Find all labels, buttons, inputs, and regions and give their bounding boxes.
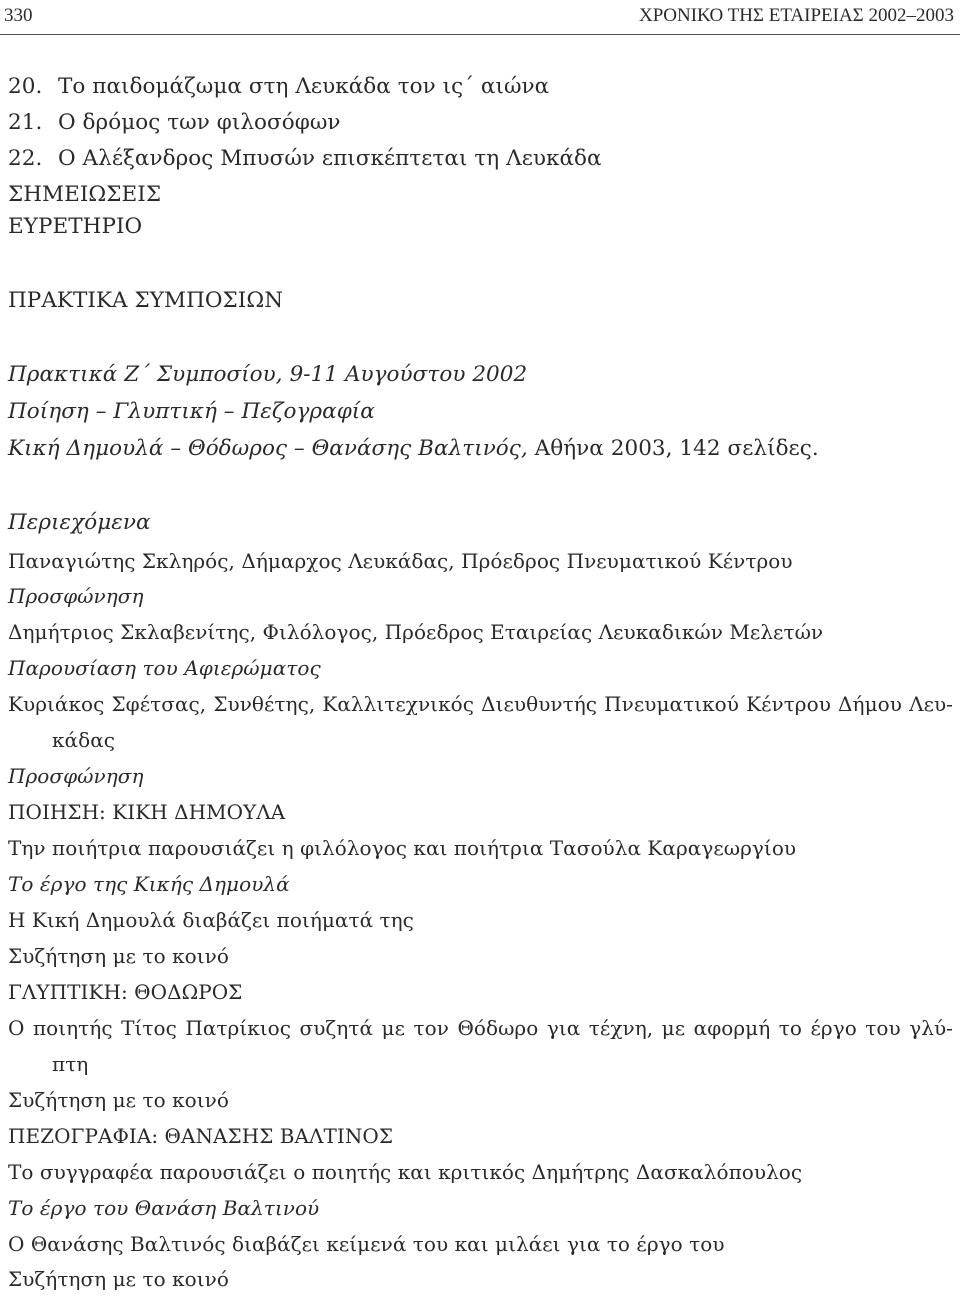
contents-talk-title: Το έργο της Κικής Δημουλά [8,872,290,896]
toc-item-text: Το παιδομάζωμα στη Λευκάδα τον ις΄ αιώνα [58,74,550,99]
toc-item-text: Ο Αλέξανδρος Μπυσών επισκέπτεται τη Λευκάδα [58,146,602,171]
contents-section-heading: ΠΟΙΗΣΗ: ΚΙΚΗ ΔΗΜΟΥΛΑ [8,800,286,824]
running-header [0,0,960,35]
contents-talk-title: Προσφώνηση [8,764,144,788]
contents-item: Ο Θανάσης Βαλτινός διαβάζει κείμενά του και μιλάει για το έργο του [8,1232,725,1256]
contents-speaker: Δημήτριος Σκλαβενίτης, Φιλόλογος, Πρόεδρος Εταιρείας Λευκαδικών Μελετών [8,620,824,644]
index-entry: ΕΥΡΕΤΗΡΙΟ [8,214,143,239]
contents-item: Το συγγραφέα παρουσιάζει ο ποιητής και κριτικός Δημήτρης Δασκαλόπουλος [8,1160,803,1184]
book-publication: Αθήνα 2003, 142 σελίδες. [527,436,819,461]
contents-item: Συζήτηση με το κοινό [8,944,229,968]
section-title: ΠΡΑΚΤΙΚΑ ΣΥΜΠΟΣΙΩΝ [8,288,284,313]
contents-item: Η Κική Δημουλά διαβάζει ποιήματά της [8,908,414,932]
contents-item-continuation: πτη [52,1052,89,1076]
toc-item-number: 22. [8,146,43,171]
contents-talk-title: Προσφώνηση [8,584,144,608]
notes-entry: ΣΗΜΕΙΩΣΕΙΣ [8,182,162,207]
contents-speaker: Κυριάκος Σφέτσας, Συνθέτης, Καλλιτεχνικός Διευθυντής Πνευματικού Κέντρου Δήμου Λευ- [8,692,953,716]
book-title: Πρακτικά Ζ΄ Συμποσίου, 9-11 Αυγούστου 2002 [8,362,528,387]
book-authors: Κική Δημουλά – Θόδωρος – Θανάσης Βαλτινός, [8,436,528,461]
contents-heading: Περιεχόμενα [8,510,151,535]
contents-section-heading: ΠΕΖΟΓΡΑΦΙΑ: ΘΑΝΑΣΗΣ ΒΑΛΤΙΝΟΣ [8,1124,394,1148]
toc-item-text: Ο δρόμος των φιλοσόφων [58,110,341,135]
toc-item-number: 21. [8,110,43,135]
toc-item [8,109,953,137]
toc-item [8,73,953,101]
contents-talk-title: Παρουσίαση του Αφιερώματος [8,656,321,680]
contents-item: Την ποιήτρια παρουσιάζει η φιλόλογος και ποιήτρια Τασούλα Καραγεωργίου [8,836,797,860]
contents-speaker: Παναγιώτης Σκληρός, Δήμαρχος Λευκάδας, Πρόεδρος Πνευματικού Κέντρου [8,549,793,573]
book-authors-line [8,435,953,463]
contents-section-heading: ΓΛΥΠΤΙΚΗ: ΘΟΔΩΡΟΣ [8,980,243,1004]
contents-talk-title: Το έργο του Θανάση Βαλτινού [8,1196,320,1220]
contents-speaker-continuation: κάδας [52,728,116,752]
running-head-title: ΧΡΟΝΙΚΟ ΤΗΣ ΕΤΑΙΡΕΙΑΣ 2002–2003 [638,5,954,26]
toc-item-number: 20. [8,74,43,99]
page-number: 330 [4,5,33,26]
contents-item: Συζήτηση με το κοινό [8,1088,229,1112]
contents-item: Συζήτηση με το κοινό [8,1267,229,1291]
book-subtitle: Ποίηση – Γλυπτική – Πεζογραφία [8,399,375,424]
toc-item [8,145,953,173]
contents-item: Ο ποιητής Τίτος Πατρίκιος συζητά με τον Θόδωρο για τέχνη, με αφορμή το έργο του γλύ- [8,1016,953,1040]
